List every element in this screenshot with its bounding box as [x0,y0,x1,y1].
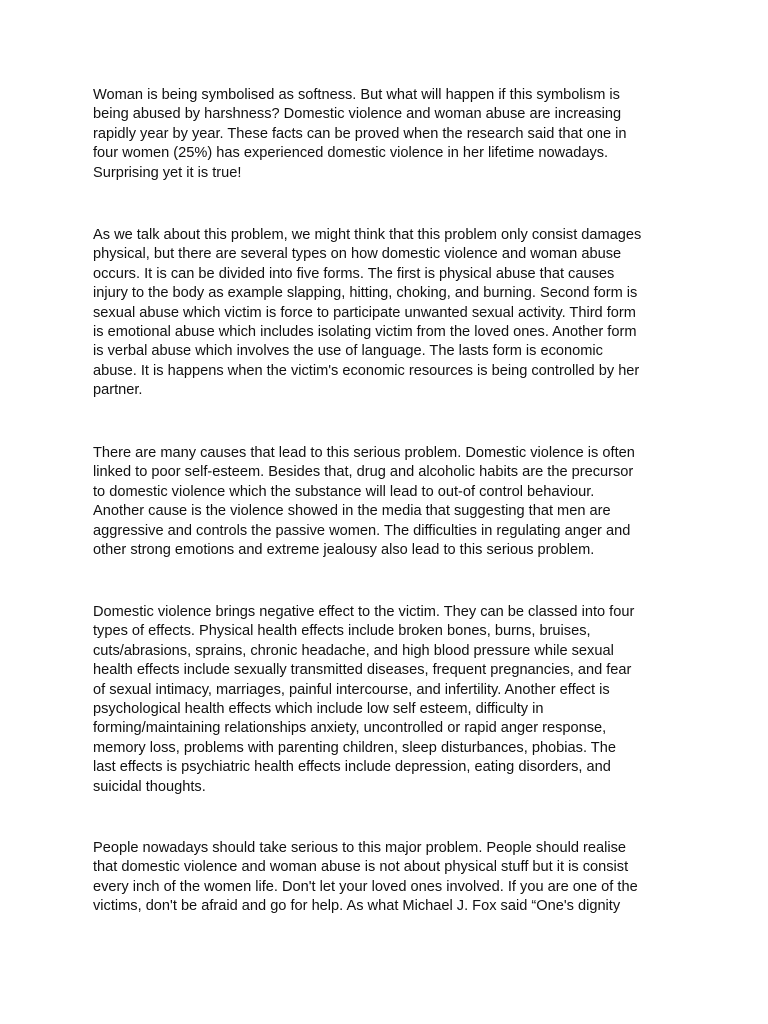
paragraph-effects: Domestic violence brings negative effect to the victim. They can be classed into four types of effects. Physical health effects include broken bones, burns, bruises, cuts/abrasions, sprains, chronic headache, and high blood pressure while sexual health effects include sexually transmitted diseases, frequent pregnancies, and fear of sexual intimacy, marriages, painful intercourse, and infertility. Another effect is psychological health effects which include low self esteem, difficulty in forming/maintaining relationships anxiety, uncontrolled or rapid anger response, memory loss, problems with parenting children, sleep disturbances, phobias. The last effects is psychiatric health effects include depression, eating disorders, and suicidal thoughts. [93,604,635,795]
paragraph-introduction: Woman is being symbolised as softness. But what will happen if this symbolism is being abused by harshness? Domestic violence and woman abuse are increasing rapidly year by year. These facts can be proved when the research said that one in four women (25%) has experienced domestic violence in her lifetime nowadays. Surprising yet it is true! [93,87,627,181]
paragraph-conclusion: People nowadays should take serious to this major problem. People should realise that domestic violence and woman abuse is not about physical stuff but it is consist every inch of the women life. Don't let your loved ones involved. If you are one of the victims, don't be afraid and go for help. As what Michael J. Fox said “One's dignity [93,840,638,915]
paragraph-forms-of-abuse: As we talk about this problem, we might think that this problem only consist damages physical, but there are several types on how domestic violence and woman abuse occurs. It is can be divided into five forms. The first is physical abuse that causes injury to the body as example slapping, hitting, choking, and burning. Second form is sexual abuse which victim is force to participate unwanted sexual activity. Third form is emotional abuse which includes isolating victim from the loved ones. Another form is verbal abuse which involves the use of language. The lasts form is economic abuse. It is happens when the victim's economic resources is being controlled by her partner. [93,227,642,399]
paragraph-causes: There are many causes that lead to this serious problem. Domestic violence is often linked to poor self-esteem. Besides that, drug and alcoholic habits are the precursor to domestic violence which the substance will lead to out-of control behaviour. Another cause is the violence showed in the media that suggesting that men are aggressive and controls the passive women. The difficulties in regulating anger and other strong emotions and extreme jealousy also lead to this serious problem. [93,445,635,559]
